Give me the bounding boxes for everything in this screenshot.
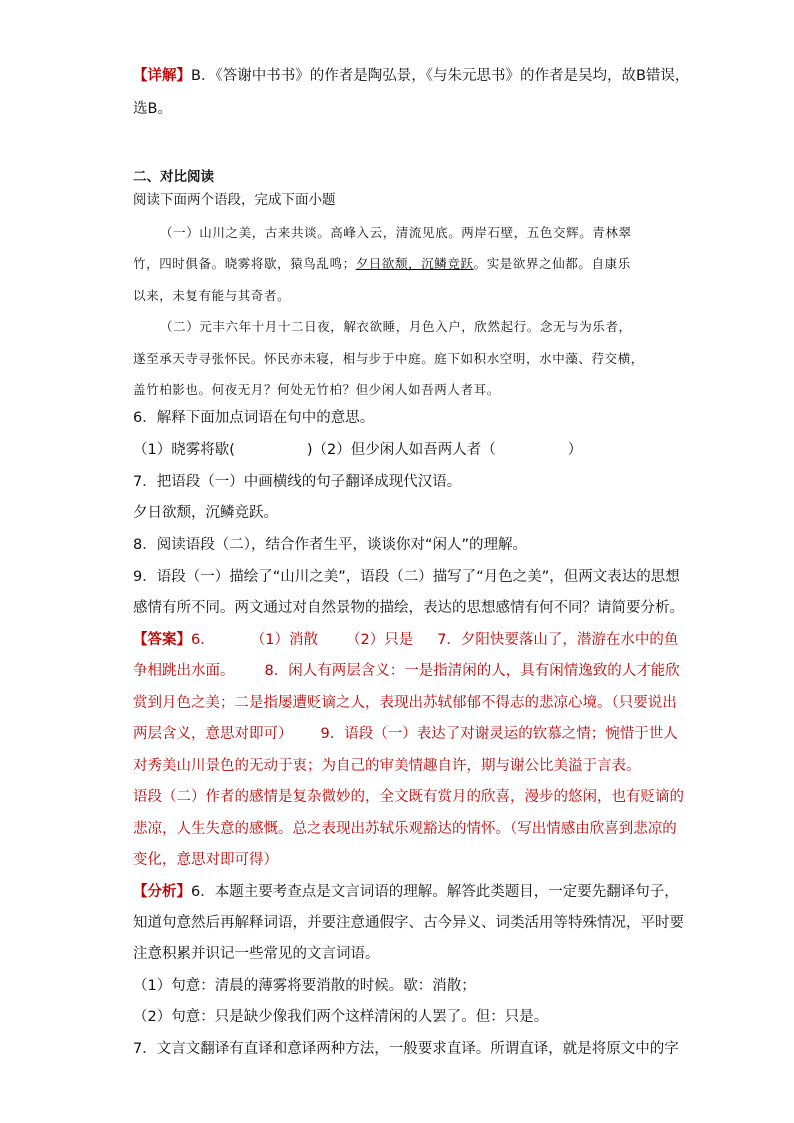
section-title: 二、对比阅读 (133, 169, 214, 185)
answer-tag: 【答案】 (133, 632, 191, 648)
explanation-tag: 【详解】 (133, 68, 191, 84)
passage-2-line-1: （二）元丰六年十月十二日夜，解衣欲睡，月色入户，欣然起行。念无与为乐者， (160, 319, 632, 334)
question-7-sentence: 夕日欲颓，沉鳞竞跃。 (133, 505, 278, 521)
question-9-line-1: 9．语段（一）描绘了“山川之美”，语段（二）描写了“月色之美”，但两文表达的思想 (133, 569, 680, 585)
answer-line-8: 变化，意思对即可得） (133, 852, 278, 868)
question-7: 7．把语段（一）中画横线的句子翻译成现代汉语。 (133, 474, 462, 490)
answer-line-3: 赏到月色之美；二是指屡遭贬谪之人，表现出苏轼郁郁不得志的悲凉心境。（只要说出 (133, 695, 677, 711)
passage-1-line-1: （一）山川之美，古来共谈。高峰入云，清流见底。两岸石壁，五色交辉。青林翠 (160, 225, 632, 240)
passage-2-line-3: 盖竹柏影也。何夜无月？何处无竹柏？但少闲人如吾两人者耳。 (133, 382, 500, 397)
explanation-line-2: 选B。 (133, 101, 172, 117)
underlined-sentence: 夕日欲颓，沉鳞竞跃 (355, 256, 474, 271)
question-6: 6．解释下面加点词语在句中的意思。 (133, 410, 375, 426)
answer-line-6: 语段（二）作者的感情是复杂微妙的，全文既有赏月的欣喜，漫步的悠闲，也有贬谪的 (133, 789, 684, 805)
question-6-items: （1）晓雾将歇( )（2）但少闲人如吾两人者（ ） (133, 442, 583, 458)
explanation-text: B．《答谢中书书》的作者是陶弘景，《与朱元思书》的作者是吴均，故B错误， (191, 68, 690, 84)
analysis-line-3: 注意积累并识记一些常见的文言词语。 (133, 946, 380, 962)
explanation-line-1 (133, 66, 689, 86)
analysis-line-1: 【分析】6．本题主要考查点是文言词语的理解。解答此类题目，一定要先翻译句子， (133, 884, 679, 900)
analysis-line-4: （1）句意：清晨的薄雾将要消散的时候。歇：消散； (133, 978, 476, 994)
answer-line-2: 争相跳出水面。 8．闲人有两层含义：一是指清闲的人，具有闲情逸致的人才能欣 (133, 663, 680, 679)
question-9-line-2: 感情有所不同。两文通过对自然景物的描绘，表达的思想感情有何不同？请简要分析。 (133, 600, 684, 616)
passage-1-line-2: 竹，四时俱备。晓雾将歇，猿鸟乱鸣；夕日欲颓，沉鳞竞跃。实是欲界之仙都。自康乐 (133, 256, 631, 271)
answer-line-1: 【答案】6． （1）消散 （2）只是 7．夕阳快要落山了，潜游在水中的鱼 (133, 632, 679, 648)
analysis-line-6: 7．文言文翻译有直译和意译两种方法，一般要求直译。所谓直译，就是将原文中的字 (133, 1041, 679, 1057)
analysis-line-5: （2）句意：只是缺少像我们两个这样清闲的人罢了。但：只是。 (133, 1009, 549, 1025)
instruction: 阅读下面两个语段，完成下面小题 (133, 192, 336, 208)
answer-line-4: 两层含义，意思对即可） 9．语段（一）表达了对谢灵运的钦慕之情；惋惜于世人 (133, 726, 678, 742)
analysis-tag: 【分析】 (133, 884, 191, 900)
passage-1-line-3: 以来，未复有能与其奇者。 (133, 288, 291, 303)
question-8: 8．阅读语段（二），结合作者生平，谈谈你对“闲人”的理解。 (133, 537, 527, 553)
analysis-line-2: 知道句意然后再解释词语，并要注意通假字、古今异义、词类活用等特殊情况，平时要 (133, 915, 684, 931)
answer-line-5: 对秀美山川景色的无动于衷；为自己的审美情趣自许，期与谢公比美溢于言表。 (133, 758, 641, 774)
answer-line-7: 悲凉，人生失意的感慨。总之表现出苏轼乐观豁达的情怀。（写出情感由欣喜到悲凉的 (133, 821, 677, 837)
passage-2-line-2: 遂至承天寺寻张怀民。怀民亦未寝，相与步于中庭。庭下如积水空明，水中藻、荇交横， (133, 351, 644, 366)
